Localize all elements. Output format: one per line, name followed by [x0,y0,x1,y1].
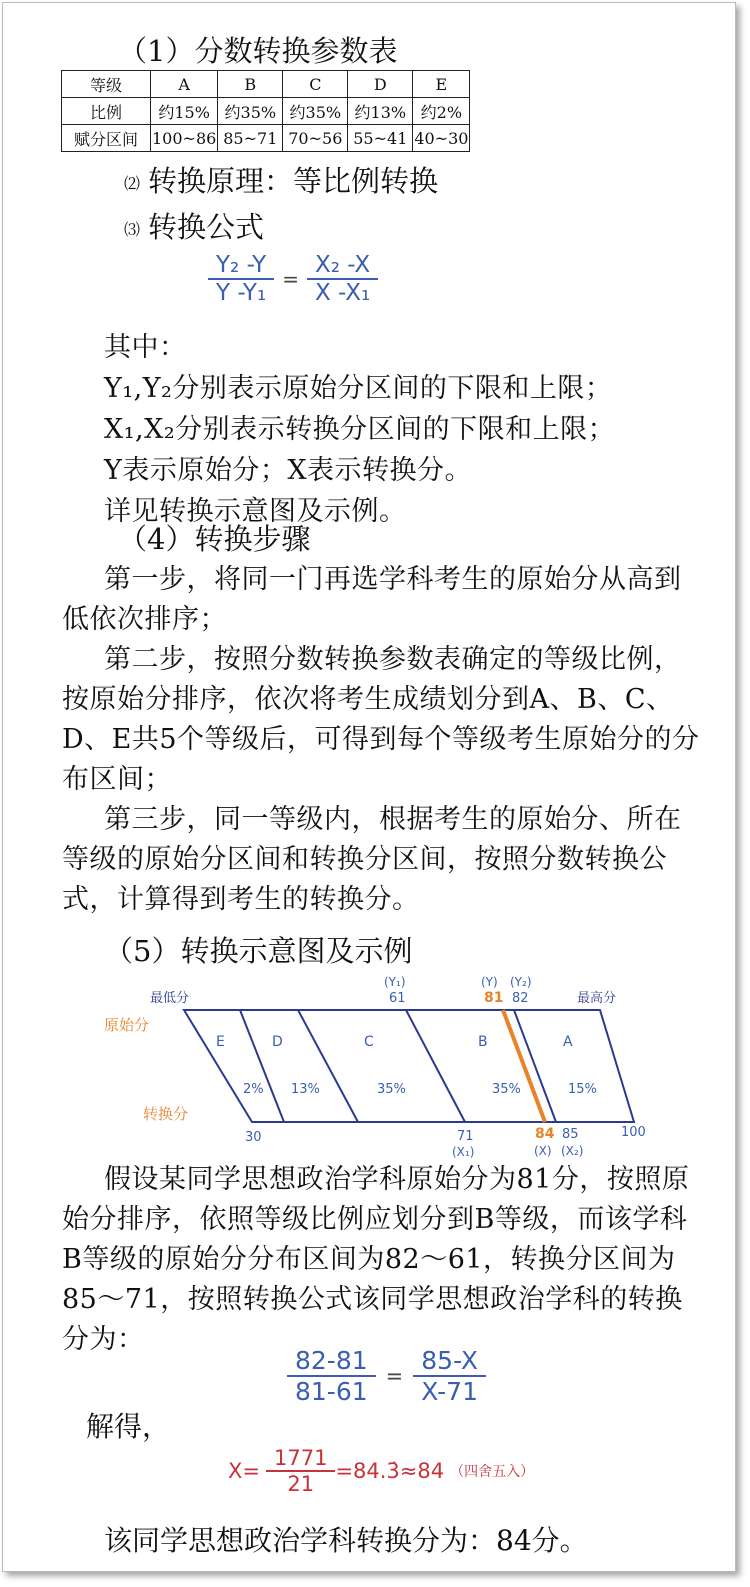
divider-e-d [240,1010,284,1122]
step-paragraph: 第一步，将同一门再选学科考生的原始分从高到低依次排序； [62,564,682,635]
table-cell: 约15% [151,98,218,125]
conversion-steps [62,560,702,920]
step-paragraph: 第三步，同一等级内，根据考生的原始分、所在等级的原始分区间和转换分区间，按照分数转换公式，计算得到考生的转换分。 [62,804,682,915]
y1-value: 61 [389,991,406,1006]
grade-percent: 13% [291,1082,320,1097]
grade-label: D [272,1034,283,1050]
explain-line: X₁,X₂分别表示转换分区间的下限和上限； [104,414,616,445]
formula-left-numerator: 82-81 [295,1346,368,1375]
result-formula [228,1446,534,1496]
table-cell: 约35% [283,98,348,125]
grade-label: E [216,1034,225,1050]
section3-heading [124,210,264,247]
x-min-value: 30 [245,1130,262,1145]
x1-tag: (X₁) [452,1145,475,1159]
table-cell: 比例 [62,98,151,125]
y2-value: 82 [512,991,529,1006]
formula-right-fraction [307,252,378,306]
diagram-outline [184,1010,634,1122]
table-row [62,98,470,125]
result-denominator: 21 [287,1472,315,1496]
mapping-line [503,1010,545,1122]
y-tag: (Y) [481,975,498,989]
x1-value: 71 [457,1129,474,1144]
table-cell: 等级 [62,71,151,98]
table-cell: C [283,71,348,98]
equals-sign: = [385,1364,404,1388]
table-cell: 40~30 [413,125,470,152]
table-cell: 约35% [218,98,283,125]
formula-explanation [104,327,704,532]
section3-number: ⑶ [124,220,141,239]
conclusion: 该同学思想政治学科转换分为：84分。 [104,1524,588,1557]
table-cell: E [413,71,470,98]
formula-right-fraction [413,1346,486,1406]
table-cell: D [348,71,413,98]
table-cell: 100~86 [151,125,218,152]
x-tag: (X) [534,1144,552,1158]
conversion-parameter-table [61,70,470,152]
converted-score-label: 转换分 [143,1105,189,1123]
section4-title: （4）转换步骤 [118,522,311,556]
section2-heading [124,164,438,201]
explain-line: 详见转换示意图及示例。 [104,496,407,527]
table-row [62,125,470,152]
formula-left-denominator: 81-61 [295,1377,368,1406]
table-cell: 约13% [348,98,413,125]
table-cell: 约2% [413,98,470,125]
table-cell: 赋分区间 [62,125,151,152]
grade-percent: 35% [377,1082,406,1097]
formula-left-fraction [287,1346,376,1406]
lowest-score-label: 最低分 [150,991,190,1006]
section5-title: （5）转换示意图及示例 [104,934,413,968]
formula-right-numerator: X₂ -X [314,252,371,278]
section2-number: ⑵ [124,174,141,193]
section2-text: 转换原理：等比例转换 [148,164,439,198]
formula-right-denominator: X -X₁ [314,280,371,306]
section1-title: （1）分数转换参数表 [118,34,398,68]
result-fraction [266,1446,335,1496]
x2-value: 85 [562,1127,579,1142]
formula-right-denominator: X-71 [421,1377,478,1406]
table-cell: 85~71 [218,125,283,152]
grade-percent: 2% [243,1082,264,1097]
y-value: 81 [484,990,504,1006]
conversion-formula [208,252,378,306]
table-cell: 55~41 [348,125,413,152]
formula-left-fraction [208,252,274,306]
table-cell: 70~56 [283,125,348,152]
rounding-note: （四舍五入） [450,1464,535,1480]
conversion-diagram [0,968,750,1160]
formula-left-numerator: Y₂ -Y [216,252,267,278]
explain-intro: 其中： [104,332,187,363]
example-formula [287,1346,486,1406]
table-cell: A [151,71,218,98]
grade-label: B [478,1034,488,1050]
x-max-value: 100 [621,1125,646,1140]
grade-label: C [364,1034,374,1050]
table-cell: B [218,71,283,98]
raw-score-label: 原始分 [104,1016,150,1034]
example-paragraph [62,1160,702,1360]
grade-percent: 15% [568,1082,597,1097]
solve-label: 解得， [86,1410,171,1443]
equals-sign: = [282,267,299,291]
x-value: 84 [535,1126,555,1142]
step-paragraph: 第二步，按照分数转换参数表确定的等级比例，按原始分排序，依次将考生成绩划分到A、B、C、D、E共5个等级后，可得到每个等级考生原始分的分布区间； [62,644,700,795]
grade-label: A [563,1034,573,1050]
result-numerator: 1771 [273,1446,328,1470]
y1-tag: (Y₁) [384,975,406,989]
divider-b-a [514,1010,556,1122]
section3-text: 转换公式 [148,210,265,244]
result-x-eq: X= [228,1459,260,1483]
table-row [62,71,470,98]
divider-d-c [298,1010,358,1122]
highest-score-label: 最高分 [577,991,617,1006]
explain-line: Y₁,Y₂分别表示原始分区间的下限和上限； [104,373,613,404]
formula-right-numerator: 85-X [421,1346,478,1375]
x2-tag: (X₂) [561,1144,584,1158]
result-value: =84.3̇≈84 [335,1459,445,1483]
grade-percent: 35% [492,1082,521,1097]
explain-line: Y表示原始分；X表示转换分。 [104,455,473,486]
y2-tag: (Y₂) [510,975,532,989]
example-text: 假设某同学思想政治学科原始分为81分，按照原始分排序，依照等级比例应划分到B等级，而该学科B等级的原始分分布区间为82～61，转换分区间为85～71，按照转换公式该同学思想政治学科的转换分为： [62,1164,690,1355]
formula-left-denominator: Y -Y₁ [216,280,267,306]
divider-c-b [406,1010,465,1122]
